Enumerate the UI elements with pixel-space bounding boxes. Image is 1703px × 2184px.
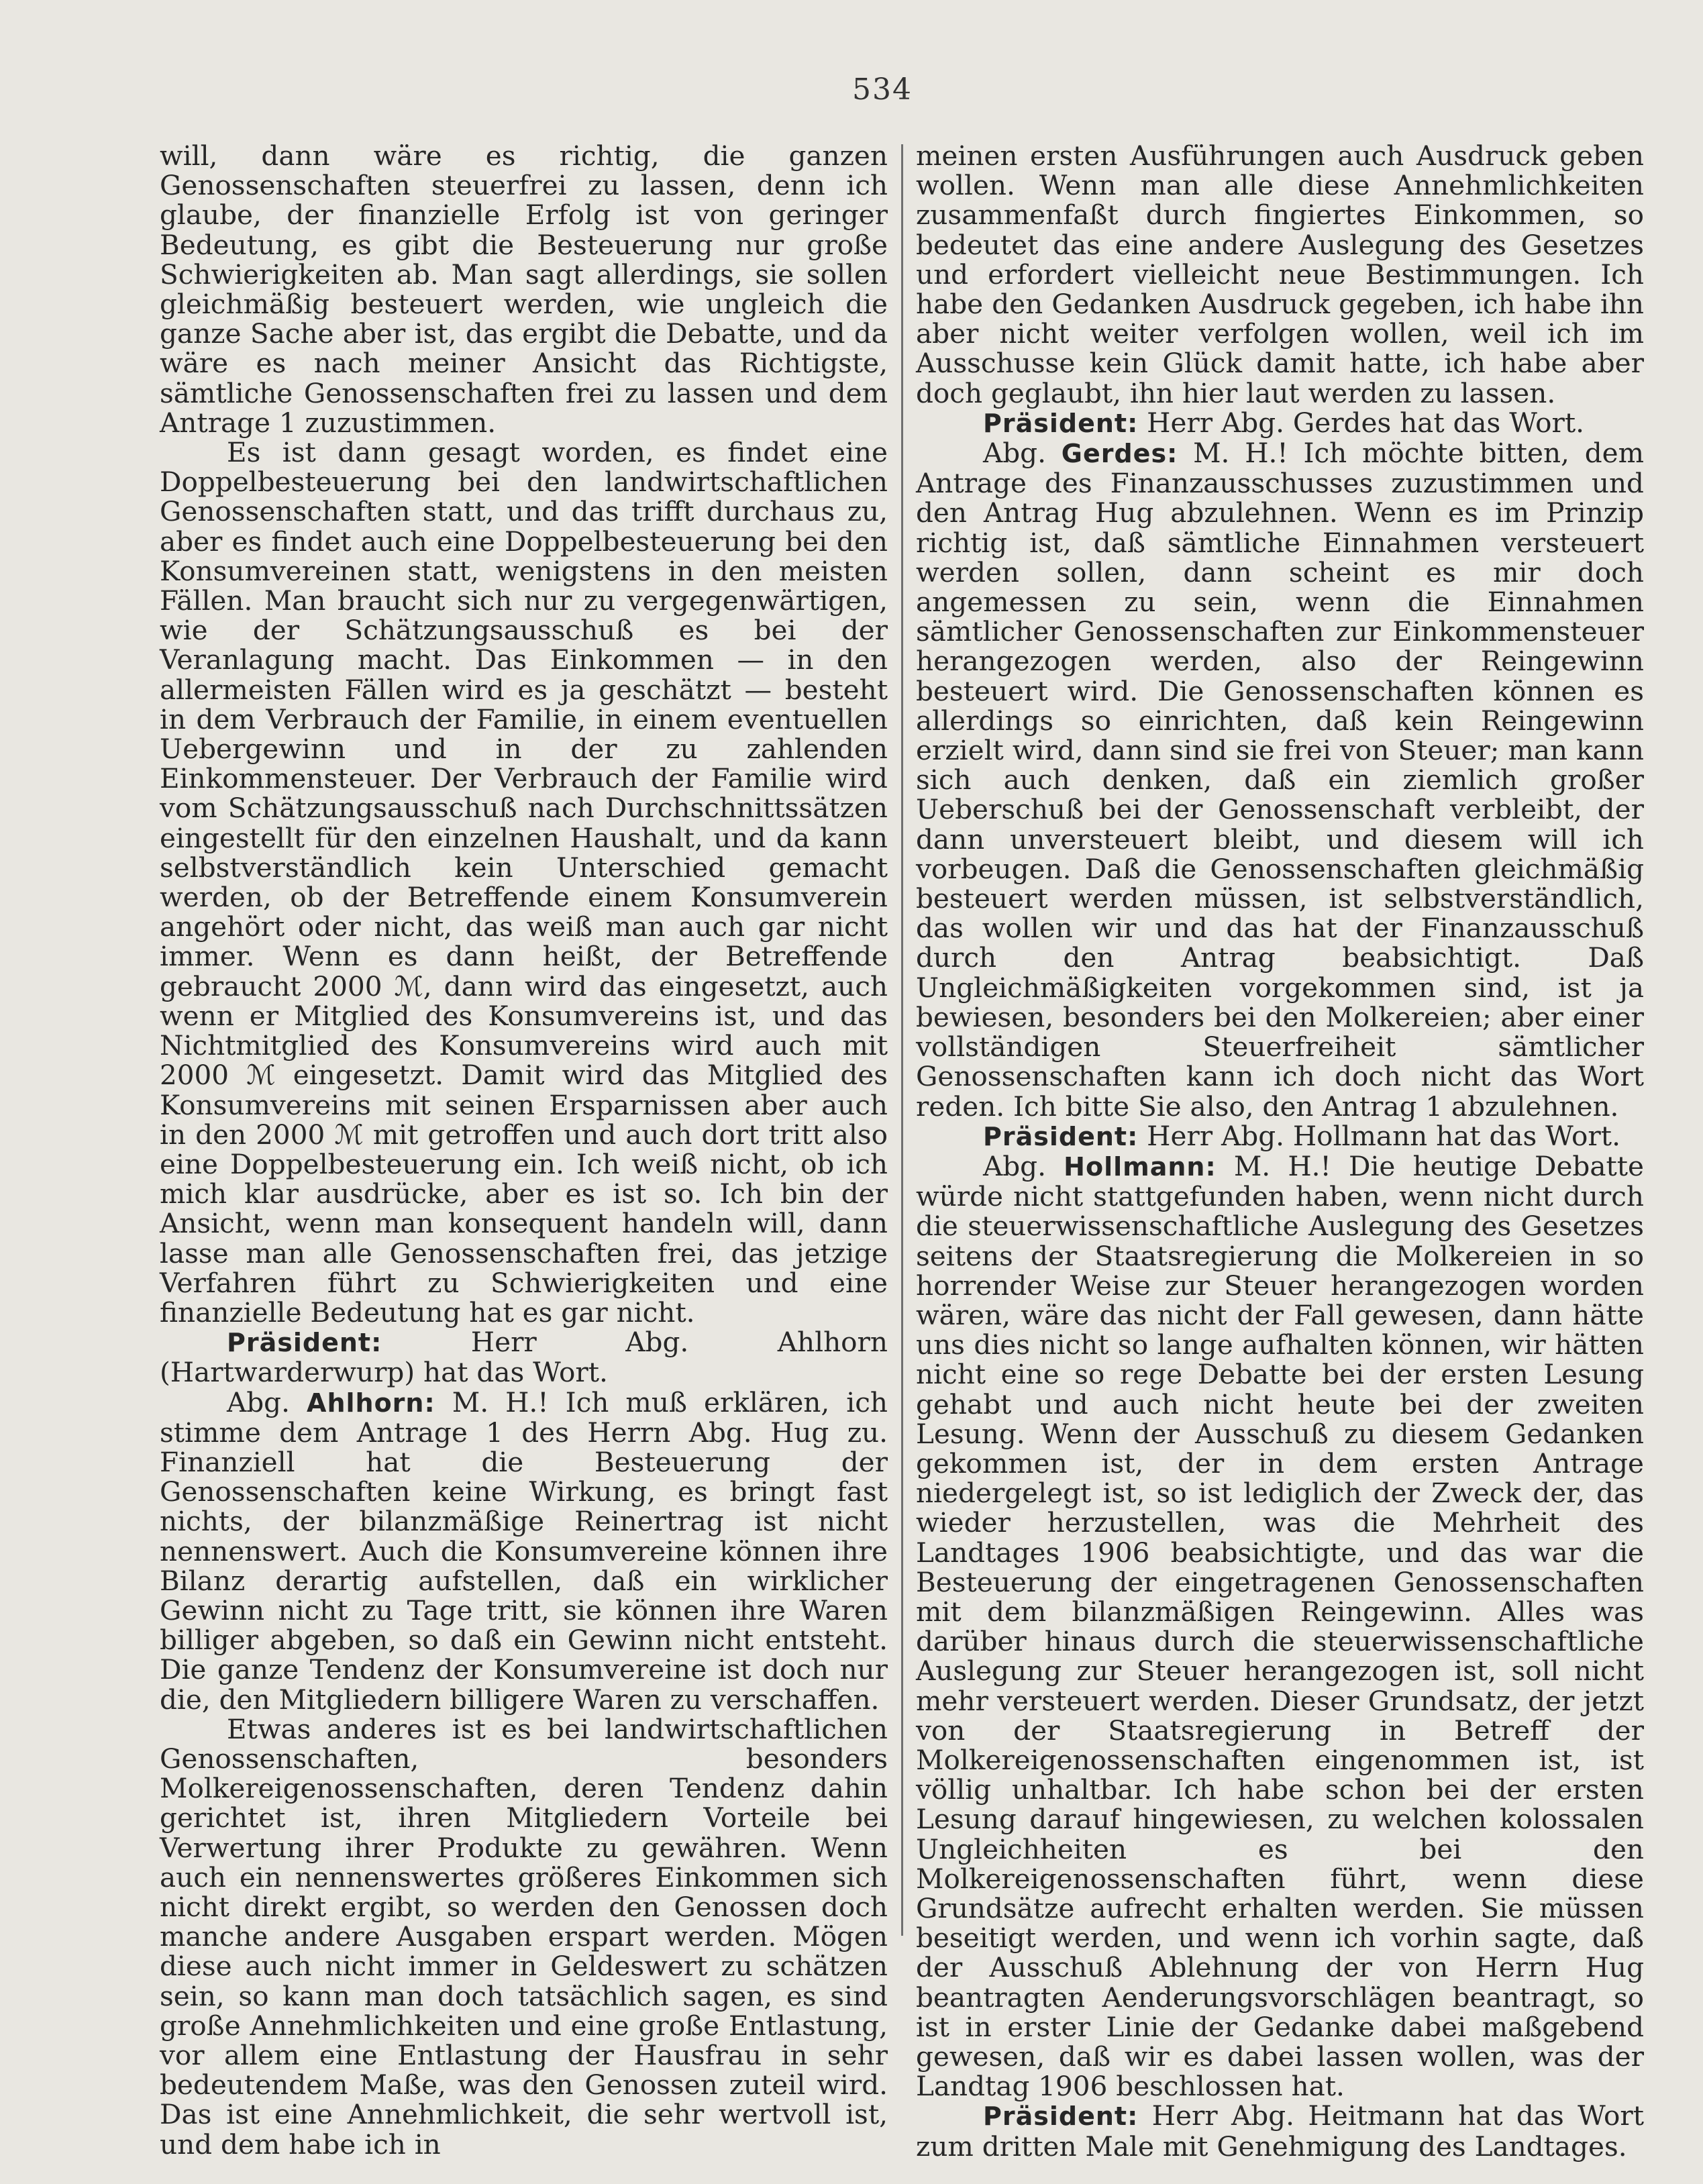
president-remark: [916, 408, 1644, 438]
president-remark: [160, 1327, 888, 1387]
remark-text: Herr Abg. Hollmann hat das Wort.: [1147, 1119, 1620, 1152]
left-column: [160, 141, 888, 2159]
speaker-prefix: Abg.: [227, 1386, 290, 1418]
president-remark: [916, 2101, 1644, 2161]
page-number: 534: [852, 72, 913, 107]
remark-text: Herr Abg. Ahlhorn (Hartwarderwurp) hat das Wort.: [160, 1326, 888, 1389]
president-remark: [916, 1121, 1644, 1151]
paragraph: Etwas anderes ist es bei landwirtschaftlichen Genossenschaften, besonders Molkereigenossenschaften, deren Tendenz dahin gerichtet ist, ihren Mitgliedern Vorteile bei Verwertung ihrer Produkte zu gewähren. Wenn auch ein nennenswertes größeres Einkommen sich nicht direkt ergibt, so werden den Genossen doch manche andere Ausgaben erspart werden. Mögen diese auch nicht immer in Geldeswert zu schätzen sein, so kann man doch tatsächlich sagen, es sind große Annehmlichkeiten und eine große Entlastung, vor allem eine Entlastung der Hausfrau in sehr bedeutendem Maße, was den Genossen zuteil wird. Das ist eine Annehmlichkeit, die sehr wertvoll ist, und dem habe ich in: [160, 1712, 888, 2161]
speaker-label: Präsident:: [983, 1121, 1139, 1151]
paragraph: Es ist dann gesagt worden, es findet eine Doppelbesteuerung bei den landwirtschaftlichen Genossenschaften statt, und das trifft durchaus zu, aber es findet auch eine Doppelbesteuerung bei den Konsumvereinen statt, wenigstens in den meisten Fällen. Man braucht sich nur zu vergegenwärtigen, wie der Schätzungsausschuß es bei der Veranlagung macht. Das Einkommen — in den allermeisten Fällen wird es ja geschätzt — besteht in dem Verbrauch der Familie, in einem eventuellen Uebergewinn und in der zu zahlenden Einkommensteuer. Der Verbrauch der Familie wird vom Schätzungsausschuß nach Durchschnittssätzen eingestellt für den einzelnen Haushalt, und da kann selbstverständlich kein Unterschied gemacht werden, ob der Betreffende einem Konsumverein angehört oder nicht, das weiß man auch gar nicht immer. Wenn es dann heißt, der Betreffende gebraucht 2000 ℳ, dann wird das eingesetzt, auch wenn er Mitglied des Konsumvereins ist, und das Nichtmitglied des Konsumvereins wird auch mit 2000 ℳ eingesetzt. Damit wird das Mitglied des Konsumvereins mit seinen Ersparnissen aber auch in den 2000 ℳ mit getroffen und auch dort tritt also eine Doppelbesteuerung ein. Ich weiß nicht, ob ich mich klar ausdrücke, aber es ist so. Ich bin der Ansicht, wenn man konsequent handeln will, dann lasse man alle Genossenschaften frei, das jetzige Verfahren führt zu Schwierigkeiten und eine finanzielle Bedeutung hat es gar nicht.: [160, 436, 888, 1329]
speaker-name: Gerdes:: [1061, 439, 1178, 469]
speaker-label: Präsident:: [983, 408, 1139, 438]
speech-text: M. H.! Die heutige Debatte würde nicht stattgefunden haben, wenn nicht durch die steuerwissenschaftliche Auslegung des Gesetzes seitens der Staatsregierung die Molkereien in so horrender Weise zur Steuer herangezogen worden wären, wäre das nicht der Fall gewesen, dann hätte uns dies nicht so lange aufhalten können, wir hätten nicht eine so rege Debatte bei der ersten Lesung gehabt und auch nicht heute bei der zweiten Lesung. Wenn der Ausschuß zu diesem Gedanken gekommen ist, der in dem ersten Antrage niedergelegt ist, so ist lediglich der Zweck der, das wieder herzustellen, was die Mehrheit des Landtages 1906 beabsichtigte, und das war die Besteuerung der eingetragenen Genossenschaften mit dem bilanzmäßigen Reingewinn. Alles was darüber hinaus durch die steuerwissenschaftliche Auslegung zur Steuer herangezogen ist, soll nicht mehr versteuert werden. Dieser Grundsatz, der jetzt von der Staatsregierung in Betreff der Molkereigenossenschaften eingenommen ist, ist völlig unhaltbar. Ich habe schon bei der ersten Lesung darauf hingewiesen, zu welchen kolossalen Ungleichheiten es bei den Molkereigenossenschaften führt, wenn diese Grundsätze aufrecht erhalten werden. Sie müssen beseitigt werden, und wenn ich vorhin sagte, daß der Ausschuß Ablehnung der von Herrn Hug beantragten Aenderungsvorschlägen beantragt, so ist in erster Linie der Gedanke dabei maßgebend gewesen, daß wir es dabei lassen wollen, was der Landtag 1906 beschlossen hat.: [916, 1149, 1644, 2103]
speech: [160, 1388, 888, 1714]
remark-text: Herr Abg. Heitmann hat das Wort zum dritten Male mit Genehmigung des Landtages.: [916, 2099, 1645, 2163]
speech: [916, 438, 1644, 1121]
remark-text: Herr Abg. Gerdes hat das Wort.: [1147, 406, 1584, 439]
speaker-prefix: Abg.: [983, 437, 1046, 470]
speaker-name: Hollmann:: [1064, 1151, 1217, 1182]
column-divider: [901, 144, 903, 1936]
right-column: [916, 141, 1644, 2161]
speaker-prefix: Abg.: [983, 1149, 1046, 1182]
speech: [916, 1151, 1644, 2101]
speech-text: M. H.! Ich muß erklären, ich stimme dem Antrage 1 des Herrn Abg. Hug zu. Finanziell hat die Besteuerung der Genossenschaften keine Wirkung, es bringt fast nichts, der bilanzmäßige Reinertrag ist nicht nennenswert. Auch die Konsumvereine können ihre Bilanz derartig aufstellen, daß ein wirklicher Gewinn nicht zu Tage tritt, sie können ihre Waren billiger abgeben, so daß ein Gewinn nicht entsteht. Die ganze Tendenz der Konsumvereine ist doch nur die, den Mitgliedern billigere Waren zu verschaffen.: [160, 1386, 888, 1716]
speaker-label: Präsident:: [983, 2101, 1139, 2132]
paragraph: meinen ersten Ausführungen auch Ausdruck geben wollen. Wenn man alle diese Annehmlichkeiten zusammenfaßt durch fingiertes Einkommen, so bedeutet das eine andere Auslegung des Gesetzes und erfordert vielleicht neue Bestimmungen. Ich habe den Gedanken Ausdruck gegeben, ich habe ihn aber nicht weiter verfolgen wollen, weil ich im Ausschusse kein Glück damit hatte, ich habe aber doch geglaubt, ihn hier laut werden zu lassen.: [916, 140, 1644, 409]
speaker-label: Präsident:: [227, 1328, 382, 1358]
speaker-name: Ahlhorn:: [307, 1388, 435, 1418]
speech-text: M. H.! Ich möchte bitten, dem Antrage des Finanzausschusses zuzustimmen und den Antrag Hug abzulehnen. Wenn es im Prinzip richtig ist, daß sämtliche Einnahmen versteuert werden sollen, dann scheint es mir doch angemessen zu sein, wenn die Einnahmen sämtlicher Genossenschaften zur Einkommensteuer herangezogen werden, also der Reingewinn besteuert wird. Die Genossenschaften können es allerdings so einrichten, daß kein Reingewinn erzielt wird, dann sind sie frei von Steuer; man kann sich auch denken, daß ein ziemlich großer Ueberschuß bei der Genossenschaft verbleibt, der dann unversteuert bleibt, und diesem will ich vorbeugen. Daß die Genossenschaften gleichmäßig besteuert werden müssen, ist selbstverständlich, das wollen wir und das hat der Finanzausschuß durch den Antrag beabsichtigt. Daß Ungleichmäßigkeiten vorgekommen sind, ist ja bewiesen, besonders bei den Molkereien; aber einer vollständigen Steuerfreiheit sämtlicher Genossenschaften kann ich doch nicht das Wort reden. Ich bitte Sie also, den Antrag 1 abzulehnen.: [916, 437, 1645, 1123]
paragraph: will, dann wäre es richtig, die ganzen Genossenschaften steuerfrei zu lassen, denn ich glaube, der finanzielle Erfolg ist von geringer Bedeutung, es gibt die Besteuerung nur große Schwierigkeiten ab. Man sagt allerdings, sie sollen gleichmäßig besteuert werden, wie ungleich die ganze Sache aber ist, das ergibt die Debatte, und da wäre es nach meiner Ansicht das Richtigste, sämtliche Genossenschaften frei zu lassen und dem Antrage 1 zuzustimmen.: [160, 140, 888, 439]
